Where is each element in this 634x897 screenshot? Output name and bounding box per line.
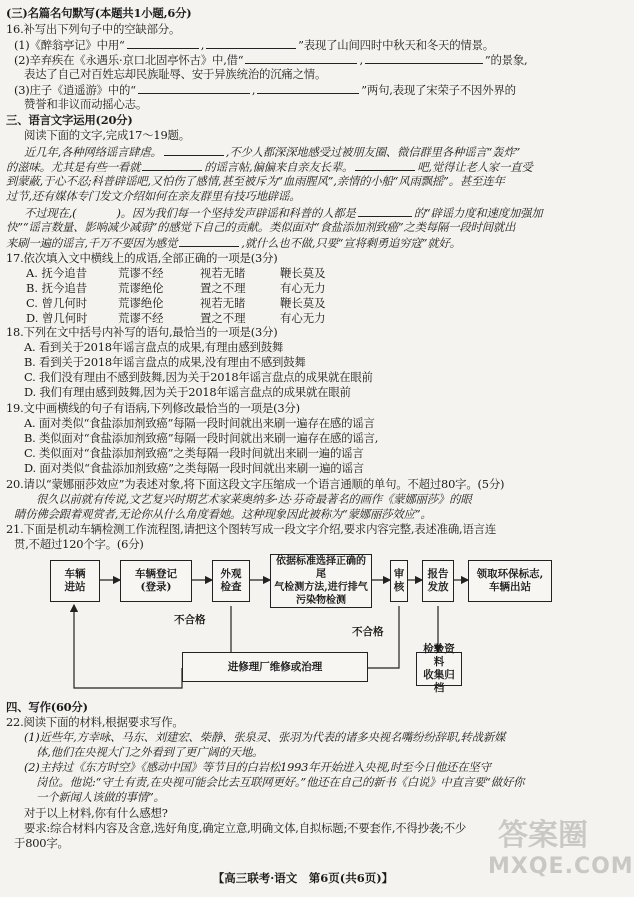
q17-option-term: 鞭长莫及 [280, 296, 326, 310]
flow-step-vehicle-entry: 车辆 进站 [50, 560, 100, 602]
q17-option-term: 荒谬绝伦 [118, 296, 164, 310]
passage-line7: 来刷一遍的谣言,千万不要因为感觉 ,就什么也不做,只要“宣将剩勇追穷寇”就好。 [6, 236, 461, 250]
passage-line3: 到蒙蔽,于心不忍;科普辟谣吧,又怕伤了感情,甚至被斥为“血雨腥风”,亲情的小船“风雨飘摇”。甚至连年 [6, 174, 505, 188]
q16-line5: 赞誉和非议而动摇心志。 [24, 97, 148, 111]
q22-prompt: 22.阅读下面的材料,根据要求写作。 [6, 715, 184, 729]
q16-line4: (3)庄子《逍遥游》中的“ , ”两句,表现了宋荣子不因外界的 [14, 83, 516, 97]
watermark-line2: MXQE.COM [488, 854, 634, 879]
q22-material1-line1: (1)近些年,方幸咏、马东、刘建宏、柴静、张泉灵、张羽为代表的诸多央视名嘴纷纷辞职,转战新媒 [24, 730, 506, 744]
q16-line2: (2)辛弃疾在《永遇乐·京口北固亭怀古》中,借“ , ”的景象, [14, 53, 528, 67]
q19-option-a[interactable]: A. 面对类似“食盐添加剂致癌”每隔一段时间就出来刷一遍存在感的谣言 [24, 416, 375, 430]
q17-option-term: 视若无睹 [200, 296, 246, 310]
flow-step-registration: 车辆登记 (登录) [120, 560, 192, 602]
q16-line1: (1)《醉翁亭记》中用“ , ”表现了山间四时中秋天和冬天的情景。 [14, 38, 494, 52]
q20-text-line1: 很久以前就有传说,文艺复兴时期艺术家莱奥纳多·达·芬奇最著名的画作《蒙娜丽莎》的眼 [36, 492, 472, 506]
q17-option-term: 荒谬不经 [118, 266, 164, 280]
q17-option[interactable]: D. 曾几何时 [26, 311, 88, 325]
q22-material2-line3: 一个新闻人该做的事情”。 [36, 790, 165, 804]
q17-option[interactable]: A. 抚今追昔 [26, 266, 88, 280]
q19-prompt: 19.文中画横线的句子有语病,下列修改最恰当的一项是(3分) [6, 401, 300, 415]
blank[interactable] [138, 82, 250, 94]
q22-material1-line2: 体,他们在央视大门之外看到了更广阔的天地。 [36, 745, 264, 759]
q20-text-line2: 睛仿佛会跟着观赏者,无论你从什么角度看她。这种现象因此被称为“蒙娜丽莎效应”。 [14, 507, 432, 521]
flow-step-repair: 进修理厂维修或治理 [182, 652, 368, 682]
q19-option-d[interactable]: D. 面对类似“食盐添加剂致癌”之类每隔一段时间就出来刷一遍的谣言 [24, 461, 364, 475]
flow-step-exterior-check: 外观 检查 [212, 560, 250, 602]
blank[interactable] [142, 159, 202, 171]
q17-prompt: 17.依次填入文中横线上的成语,全部正确的一项是(3分) [6, 251, 278, 265]
q22-requirement-line2: 于800字。 [14, 836, 69, 850]
q18-option-b[interactable]: B. 看到关于2018年谣言盘点的成果,没有理由不感到鼓舞 [24, 355, 306, 369]
watermark-logo [488, 818, 634, 888]
flow-step-review: 审 核 [390, 560, 408, 602]
q16-prompt: 16.补写出下列句子中的空缺部分。 [6, 22, 181, 36]
q18-option-a[interactable]: A. 看到关于2018年谣言盘点的成果,有理由感到鼓舞 [24, 340, 284, 354]
blank[interactable] [365, 52, 483, 64]
q17-option-term: 鞭长莫及 [280, 266, 326, 280]
page-footer: 【高三联考·语文 第6页(共6页)】 [212, 871, 394, 885]
q17-option-term: 视若无睹 [200, 266, 246, 280]
passage-intro: 阅读下面的文字,完成17～19题。 [24, 128, 190, 142]
blank[interactable] [179, 235, 239, 247]
q21-prompt-line1: 21.下面是机动车辆检测工作流程图,请把这个图转写成一段文字介绍,要求内容完整,表述准确,语言连 [6, 522, 497, 536]
blank[interactable] [355, 159, 415, 171]
blank[interactable] [127, 37, 199, 49]
blank[interactable] [245, 52, 357, 64]
q17-option-term: 荒谬不经 [118, 311, 164, 325]
q22-requirement-line1: 要求:综合材料内容及含意,选好角度,确定立意,明确文体,自拟标题;不要套作,不得抄袭;不少 [24, 821, 467, 835]
section-header-language: 三、语言文字运用(20分) [6, 113, 133, 127]
blank[interactable] [257, 82, 359, 94]
passage-line2: 的滋味。尤其是有些一看就 的谣言帖,偏偏来自亲友长辈。 吧,觉得让老人家一直受 [6, 160, 533, 174]
q18-option-d[interactable]: D. 我们有理由感到鼓舞,因为关于2018年谣言盘点的成果就在眼前 [24, 385, 351, 399]
q21-prompt-line2: 贯,不超过120个字。(6分) [14, 537, 144, 551]
q17-option-term: 置之不理 [200, 311, 246, 325]
passage-line1: 近几年,各种网络谣言肆虐。 ,不少人都深深地感受过被朋友圈、微信群里各种谣言“轰炸” [24, 145, 521, 159]
q18-option-c[interactable]: C. 我们没有理由不感到鼓舞,因为关于2018年谣言盘点的成果就在眼前 [24, 370, 373, 384]
q22-material2-line1: (2)主持过《东方时空》《感动中国》等节目的白岩松1993年开始进入央视,时至今日他还在坚守 [24, 760, 491, 774]
q17-option-term: 置之不理 [200, 281, 246, 295]
passage-line6: 快”“谣言数量、影响减少减弱”的感觉下自己的贡献。类似面对“食盐添加剂致癌”之类每隔一段时间就出 [6, 220, 516, 234]
watermark-line1: 答案圈 [498, 818, 588, 853]
q18-prompt: 18.下列在文中括号内补写的语句,最恰当的一项是(3分) [6, 325, 278, 339]
q19-option-b[interactable]: B. 类似面对“食盐添加剂致癌”每隔一段时间就出来刷一遍存在感的谣言, [24, 431, 379, 445]
q19-option-c[interactable]: C. 类似面对“食盐添加剂致癌”之类每隔一段时间就出来刷一遍的谣言 [24, 446, 364, 460]
section-header-writing: 四、写作(60分) [6, 700, 88, 714]
q17-option[interactable]: C. 曾几何时 [26, 296, 88, 310]
q17-option-term: 有心无力 [280, 281, 326, 295]
blank[interactable] [206, 37, 296, 49]
flowchart [50, 548, 570, 700]
blank[interactable] [358, 205, 412, 217]
passage-line5: 不过现在,( )。因为我们每一个坚持发声辟谣和科普的人都是 的“辟谣力度和速度加强加 [24, 206, 543, 220]
flow-step-archive: 检验资料 收集归档 [416, 652, 462, 686]
flow-step-report: 报告 发放 [422, 560, 454, 602]
flow-label-fail-exterior: 不合格 [174, 614, 206, 626]
q16-line3: 表达了自己对百姓忘却民族耻辱、安于异族统治的沉痛之情。 [24, 67, 327, 81]
q20-prompt: 20.请以“蒙娜丽莎效应”为表述对象,将下面这段文字压缩成一个语言通顺的单句。不超过80字。(5分) [6, 477, 505, 491]
q17-option-term: 荒谬绝伦 [118, 281, 164, 295]
flow-step-exit: 领取环保标志, 车辆出站 [468, 560, 552, 602]
blank[interactable] [164, 144, 224, 156]
passage-line4: 过节,还有媒体专门发文介绍如何在亲友群里有技巧地辟谣。 [6, 189, 301, 203]
flow-label-fail-review: 不合格 [352, 626, 384, 638]
flow-step-emission-test: 依据标准选择正确的尾 气检测方法,进行排气 污染物检测 [270, 554, 372, 608]
q22-material2-line2: 岗位。他说:“守土有责,在央视可能会比去互联网更好。”他还在自己的新书《白说》中直言要“做好你 [36, 775, 525, 789]
q17-option-term: 有心无力 [280, 311, 326, 325]
q17-option[interactable]: B. 抚今追昔 [26, 281, 88, 295]
q22-question: 对于以上材料,你有什么感想? [24, 806, 168, 820]
section-header-famous-lines: (三)名篇名句默写(本题共1小题,6分) [6, 6, 192, 20]
